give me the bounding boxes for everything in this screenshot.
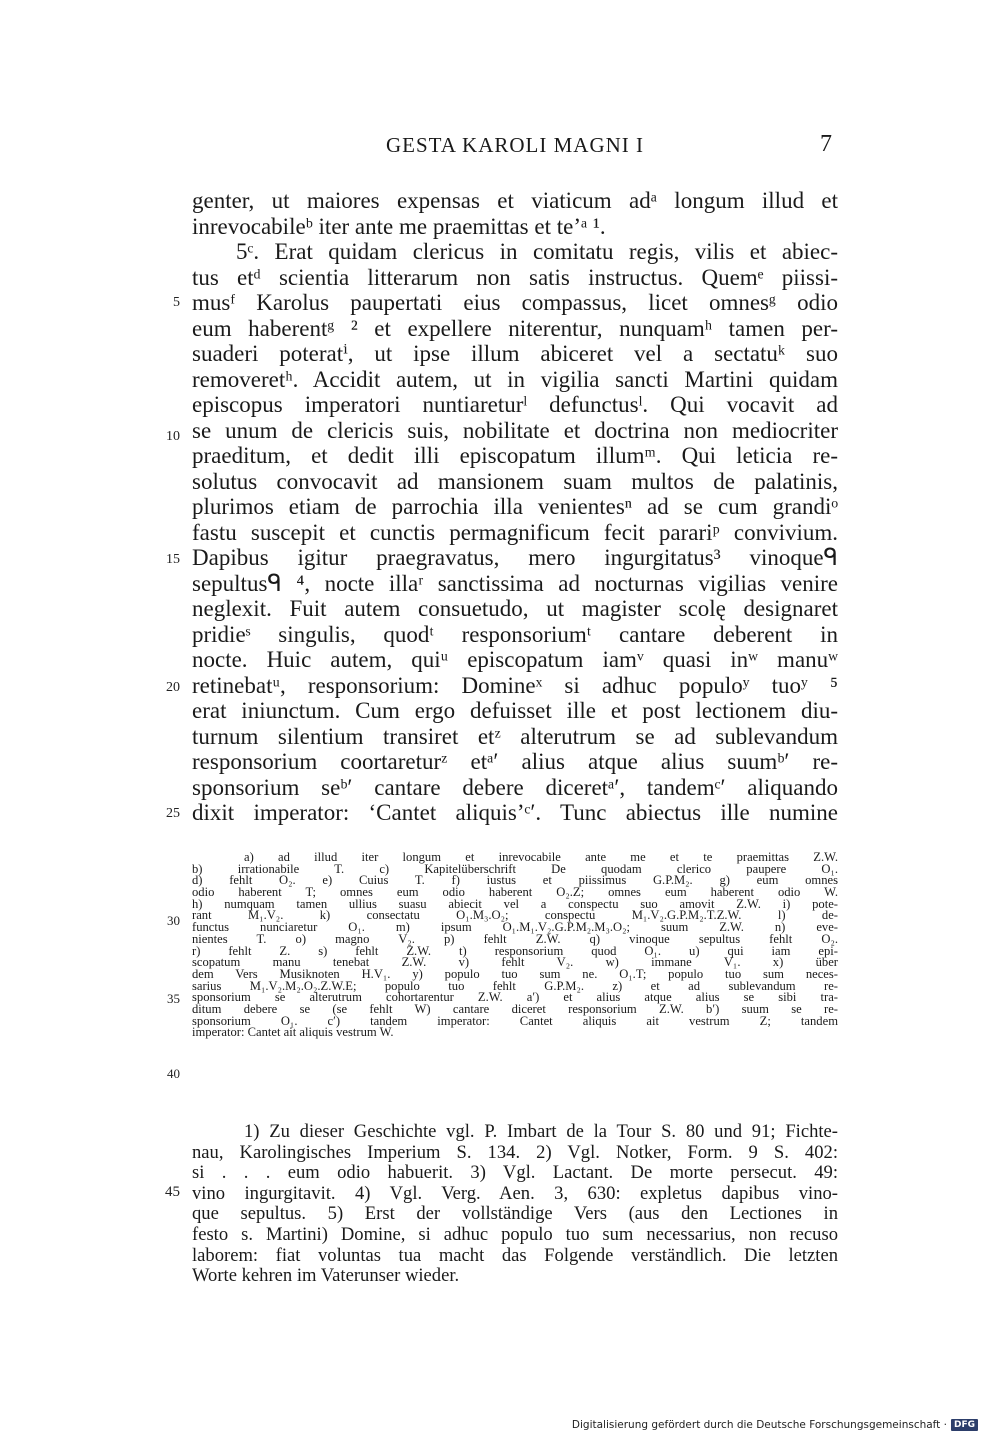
apparatus-line: h) numquam tamen ullius suasu abiecit vel a conspectu suo amovit Z.W. i) pote-: [192, 896, 838, 911]
line-number: 45: [165, 1184, 180, 1200]
text-line: suaderi poteratⁱ, ut ipse illum abiceret vel a sectatuᵏ suo: [192, 341, 838, 366]
line-number: 25: [166, 806, 180, 821]
text-line: genter, ut maiores expensas et viaticum adᵃ longum illud et: [192, 188, 838, 213]
text-line: sponsorium seᵇ′ cantare debere diceretᵃ′, tandemᶜ′ aliquando: [192, 774, 838, 800]
footnote-line: nau, Karolingisches Imperium S. 134. 2) Vgl. Notker, Form. 9 S. 402:: [192, 1141, 838, 1163]
critical-apparatus: [192, 852, 838, 1039]
text-line: removeretʰ. Accidit autem, ut in vigilia sancti Martini quidam: [192, 366, 838, 392]
text-line: tus etᵈ scientia litterarum non satis instructus. Quemᵉ piissi-: [192, 264, 838, 290]
main-text: [192, 188, 838, 826]
footnote-line: Worte kehren im Vaterunser wieder.: [192, 1265, 460, 1287]
text-line: Dapibus igitur praegravatus, mero ingurgitatus³ vinoqueᑫ: [192, 545, 838, 570]
apparatus-line: nientes T. o) magno V₂. p) fehlt Z.W. q) vinoque sepultus fehlt O₂.: [192, 931, 838, 946]
text-line: se unum de clericis suis, nobilitate et doctrina non mediocriter: [192, 417, 838, 443]
text-line: nocte. Huic autem, quiᵘ episcopatum iamᵛ quasi inʷ manuʷ: [192, 647, 838, 672]
text-line: eum haberentᵍ ² et expellere niterentur, nunquamʰ tamen per-: [192, 315, 838, 341]
text-line: dixit imperator: ‘Cantet aliquis’ᶜ′. Tunc abiectus ille numine: [192, 800, 838, 825]
footnote-line: vino ingurgitavit. 4) Vgl. Verg. Aen. 3, 630: expletus dapibus vino-: [192, 1182, 838, 1204]
apparatus-line: r) fehlt Z. s) fehlt Z.W. t) responsorium quod O₁. u) qui iam epi-: [192, 943, 838, 958]
page-number: 7: [820, 131, 832, 157]
text-line: turnum silentium transiret etᶻ alterutrum se ad sublevandum: [192, 723, 838, 749]
apparatus-line: d) fehlt O₂. e) Cuius T. f) iustus et piissimus G.P.M₂. g) eum omnes: [192, 873, 838, 888]
digitization-credit: [572, 1419, 978, 1431]
line-number: 10: [166, 429, 180, 444]
line-number: 40: [167, 1066, 180, 1081]
apparatus-line: sponsorium se alterutrum cohortarentur Z.W. a′) et alius atque alius se sibi tra-: [192, 990, 838, 1005]
footnote-line: que sepultus. 5) Erst der vollständige Vers (aus den Lectiones in: [192, 1203, 838, 1225]
text-line: retinebatᵘ, responsorium: Domineˣ si adhuc populoʸ tuoʸ ⁵: [192, 672, 838, 698]
apparatus-line: b) irrationabile T. c) Kapitelüberschrift De quodam clerico paupere O₁.: [192, 861, 838, 876]
line-number: 5: [173, 295, 180, 310]
text-line: 5ᶜ. Erat quidam clericus in comitatu regis, vilis et abiec-: [236, 239, 838, 264]
text-line: fastu suscepit et cunctis permagnificum fecit parariᵖ convivium.: [192, 519, 838, 545]
running-header: [192, 131, 838, 161]
line-number: 35: [167, 991, 180, 1006]
apparatus-line: rant M₁.V₂. k) consectatu O₁.M₃.O₂; conspectu M₁.V₂.G.P.M₂.T.Z.W. l) de-: [192, 908, 838, 923]
apparatus-line: imperator: Cantet ait aliquis vestrum W.: [192, 1025, 394, 1040]
text-line: pridieˢ singulis, quodᵗ responsoriumᵗ cantare deberent in: [192, 621, 838, 647]
text-line: responsorium coortareturᶻ etᵃ′ alius atque alius suumᵇ′ re-: [192, 749, 838, 774]
running-title: GESTA KAROLI MAGNI I: [385, 133, 645, 157]
apparatus-line: scopatum manu tenebat Z.W. v) fehlt V₂. w) immane V₁. x) über: [192, 955, 838, 970]
apparatus-line: sarius M₁.V₂.M₂.O₂.Z.W.E; populo tuo fehlt G.P.M₂. z) et ad sublevandum re-: [192, 978, 838, 993]
text-line: inrevocabileᵇ iter ante me praemittas et te’ᵃ ¹.: [192, 213, 606, 239]
text-line: sepultusᑫ ⁴, nocte illaʳ sanctissima ad nocturnas vigilias venire: [192, 570, 838, 596]
text-line: plurimos etiam de parrochia illa venientesⁿ ad se cum grandiᵒ: [192, 494, 838, 519]
apparatus-line: sponsorium O₁. c′) tandem imperator: Cantet aliquis ait vestrum Z; tandem: [192, 1013, 838, 1028]
line-number: 30: [167, 913, 180, 928]
text-line: musᶠ Karolus paupertati eius compassus, licet omnesᵍ odio: [192, 290, 838, 315]
footnote-line: si . . . eum odio habuerit. 3) Vgl. Lactant. De morte persecut. 49:: [192, 1162, 838, 1184]
apparatus-line: functus nunciaretur O₁. m) ipsum O₁.M₁.V₂.G.P.M₂.M₃.O₂; suum Z.W. n) eve-: [192, 920, 838, 935]
text-line: erat iniunctum. Cum ergo defuisset ille et post lectionem diu-: [192, 698, 838, 723]
text-line: praeditum, et dedit illi episcopatum illumᵐ. Qui leticia re-: [192, 443, 838, 468]
apparatus-line: a) ad illud iter longum et inrevocabile ante me et te praemittas Z.W.: [244, 850, 838, 864]
line-number: 15: [166, 552, 180, 567]
text-line: solutus convocavit ad mansionem suam multos de palatinis,: [192, 468, 838, 494]
footnotes: [192, 1122, 838, 1287]
dfg-logo: DFG: [951, 1419, 978, 1431]
apparatus-line: odio haberent T; omnes eum odio haberent O₂.Z; omnes eum haberent odio W.: [192, 885, 838, 900]
apparatus-line: ditum debere se (se fehlt W) cantare diceret responsorium Z.W. b′) suum se re-: [192, 1001, 838, 1016]
footnote-line: laborem: fiat voluntas tua macht das Folgende verständlich. Die letzten: [192, 1244, 838, 1266]
line-number: 20: [166, 680, 180, 695]
credit-text: Digitalisierung gefördert durch die Deutsche Forschungsgemeinschaft ·: [571, 1419, 947, 1431]
apparatus-line: dem Vers Musiknoten H.V₁. y) populo tuo sum ne. O₁.T; populo tuo sum neces-: [192, 966, 838, 981]
footnote-line: festo s. Martini) Domine, si adhuc populo tuo sum necessarius, non recuso: [192, 1223, 838, 1245]
text-line: neglexit. Fuit autem consuetudo, ut magister scolę designaret: [192, 596, 838, 621]
footnote-line: 1) Zu dieser Geschichte vgl. P. Imbart de la Tour S. 80 und 91; Fichte-: [244, 1121, 838, 1142]
text-line: episcopus imperatori nuntiareturˡ defunctusˡ. Qui vocavit ad: [192, 392, 838, 417]
